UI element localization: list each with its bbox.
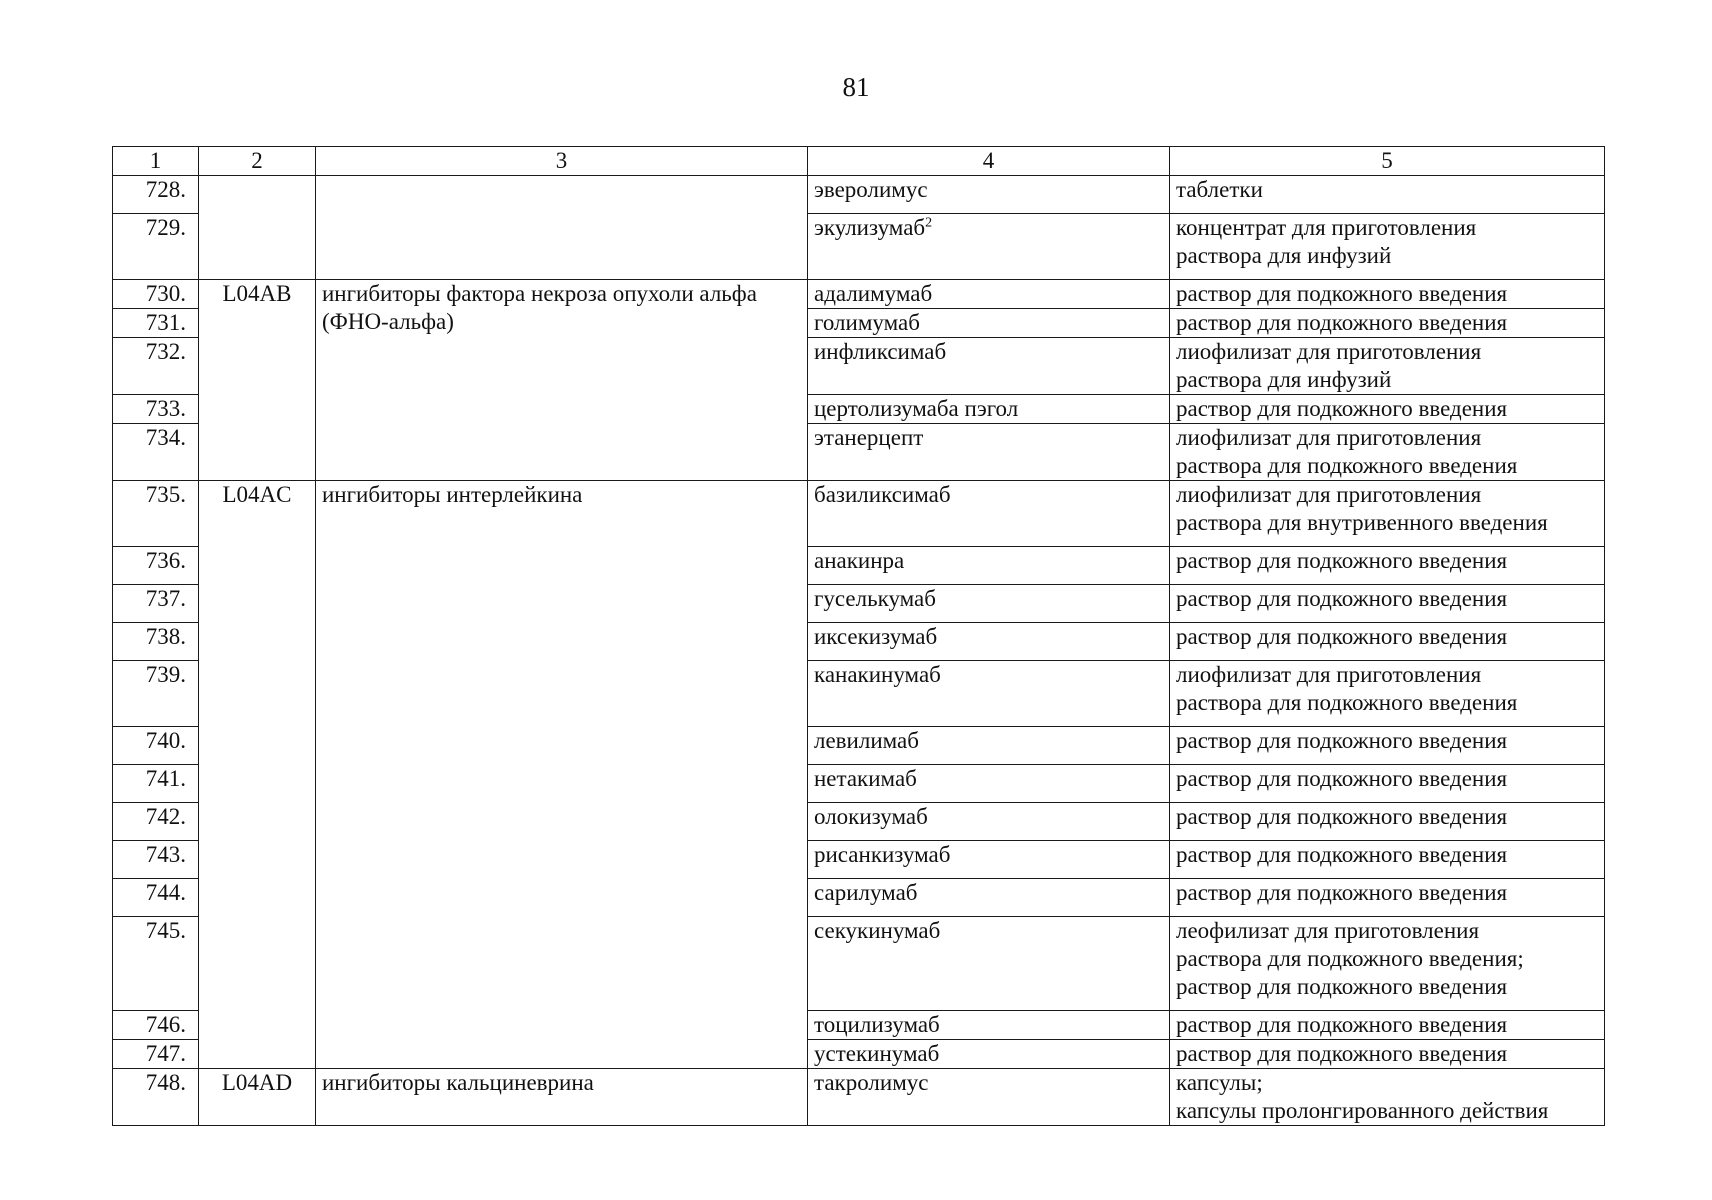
table-row xyxy=(113,176,1605,214)
drug-name: устекинумаб xyxy=(808,1040,1170,1069)
row-number: 741. xyxy=(113,765,199,803)
dosage-form: лиофилизат для приготовления раствора для подкожного введения xyxy=(1170,661,1605,727)
drug-name: адалимумаб xyxy=(808,280,1170,309)
dosage-form: раствор для подкожного введения xyxy=(1170,765,1605,803)
drug-name: голимумаб xyxy=(808,309,1170,338)
dosage-form: раствор для подкожного введения xyxy=(1170,879,1605,917)
dosage-form: раствор для подкожного введения xyxy=(1170,841,1605,879)
drug-name: экулизумаб$^2$ xyxy=(808,214,1170,280)
drug-name: секукинумаб xyxy=(808,917,1170,1011)
table-row xyxy=(113,1069,1605,1126)
atc-code: L04AC xyxy=(199,481,316,1069)
row-number: 731. xyxy=(113,309,199,338)
dosage-form: концентрат для приготовления раствора для инфузий xyxy=(1170,214,1605,280)
dosage-form: раствор для подкожного введения xyxy=(1170,585,1605,623)
row-number: 735. xyxy=(113,481,199,547)
footnote-marker: 2 xyxy=(925,215,933,231)
atc-code: L04AD xyxy=(199,1069,316,1126)
dosage-form: раствор для подкожного введения xyxy=(1170,727,1605,765)
column-header-5: 5 xyxy=(1170,147,1605,176)
drug-name: инфликсимаб xyxy=(808,338,1170,395)
drug-name: гуселькумаб xyxy=(808,585,1170,623)
drug-name: олокизумаб xyxy=(808,803,1170,841)
drug-name: цертолизумаба пэгол xyxy=(808,395,1170,424)
row-number: 746. xyxy=(113,1011,199,1040)
drug-name: канакинумаб xyxy=(808,661,1170,727)
column-header-1: 1 xyxy=(113,147,199,176)
drug-name: базиликсимаб xyxy=(808,481,1170,547)
drug-name: левилимаб xyxy=(808,727,1170,765)
column-number-row xyxy=(113,147,1605,176)
column-header-2: 2 xyxy=(199,147,316,176)
dosage-form: лиофилизат для приготовления раствора для инфузий xyxy=(1170,338,1605,395)
row-number: 733. xyxy=(113,395,199,424)
row-number: 739. xyxy=(113,661,199,727)
drug-name: нетакимаб xyxy=(808,765,1170,803)
row-number: 728. xyxy=(113,176,199,214)
dosage-form: раствор для подкожного введения xyxy=(1170,1040,1605,1069)
row-number: 737. xyxy=(113,585,199,623)
drug-name: анакинра xyxy=(808,547,1170,585)
page-number: 81 xyxy=(842,72,870,102)
dosage-form: раствор для подкожного введения xyxy=(1170,280,1605,309)
group-name-cell xyxy=(316,176,808,280)
drug-table xyxy=(112,146,1605,1126)
drug-name: рисанкизумаб xyxy=(808,841,1170,879)
row-number: 742. xyxy=(113,803,199,841)
drug-name: сарилумаб xyxy=(808,879,1170,917)
drug-name: эверолимус xyxy=(808,176,1170,214)
table-row xyxy=(113,481,1605,547)
dosage-form: раствор для подкожного введения xyxy=(1170,803,1605,841)
group-name: ингибиторы интерлейкина xyxy=(316,481,808,1069)
row-number: 738. xyxy=(113,623,199,661)
row-number: 736. xyxy=(113,547,199,585)
dosage-form: лиофилизат для приготовления раствора для подкожного введения xyxy=(1170,424,1605,481)
atc-code: L04AB xyxy=(199,280,316,481)
row-number: 743. xyxy=(113,841,199,879)
row-number: 745. xyxy=(113,917,199,1011)
row-number: 748. xyxy=(113,1069,199,1126)
dosage-form: раствор для подкожного введения xyxy=(1170,623,1605,661)
row-number: 747. xyxy=(113,1040,199,1069)
row-number: 740. xyxy=(113,727,199,765)
row-number: 729. xyxy=(113,214,199,280)
row-number: 732. xyxy=(113,338,199,395)
group-name: ингибиторы кальциневрина xyxy=(316,1069,808,1126)
drug-name: этанерцепт xyxy=(808,424,1170,481)
dosage-form: таблетки xyxy=(1170,176,1605,214)
row-number: 744. xyxy=(113,879,199,917)
dosage-form: раствор для подкожного введения xyxy=(1170,309,1605,338)
dosage-form: капсулы; капсулы пролонгированного действия xyxy=(1170,1069,1605,1126)
drug-name: тоцилизумаб xyxy=(808,1011,1170,1040)
atc-code-cell xyxy=(199,176,316,280)
drug-name: иксекизумаб xyxy=(808,623,1170,661)
row-number: 730. xyxy=(113,280,199,309)
group-name: ингибиторы фактора некроза опухоли альфа (ФНО-альфа) xyxy=(316,280,808,481)
table-row xyxy=(113,280,1605,309)
column-header-4: 4 xyxy=(808,147,1170,176)
row-number: 734. xyxy=(113,424,199,481)
dosage-form: раствор для подкожного введения xyxy=(1170,547,1605,585)
drug-name: такролимус xyxy=(808,1069,1170,1126)
column-header-3: 3 xyxy=(316,147,808,176)
dosage-form: лиофилизат для приготовления раствора для внутривенного введения xyxy=(1170,481,1605,547)
dosage-form: раствор для подкожного введения xyxy=(1170,1011,1605,1040)
dosage-form: раствор для подкожного введения xyxy=(1170,395,1605,424)
dosage-form: леофилизат для приготовления раствора для подкожного введения; раствор для подкожного введения xyxy=(1170,917,1605,1011)
